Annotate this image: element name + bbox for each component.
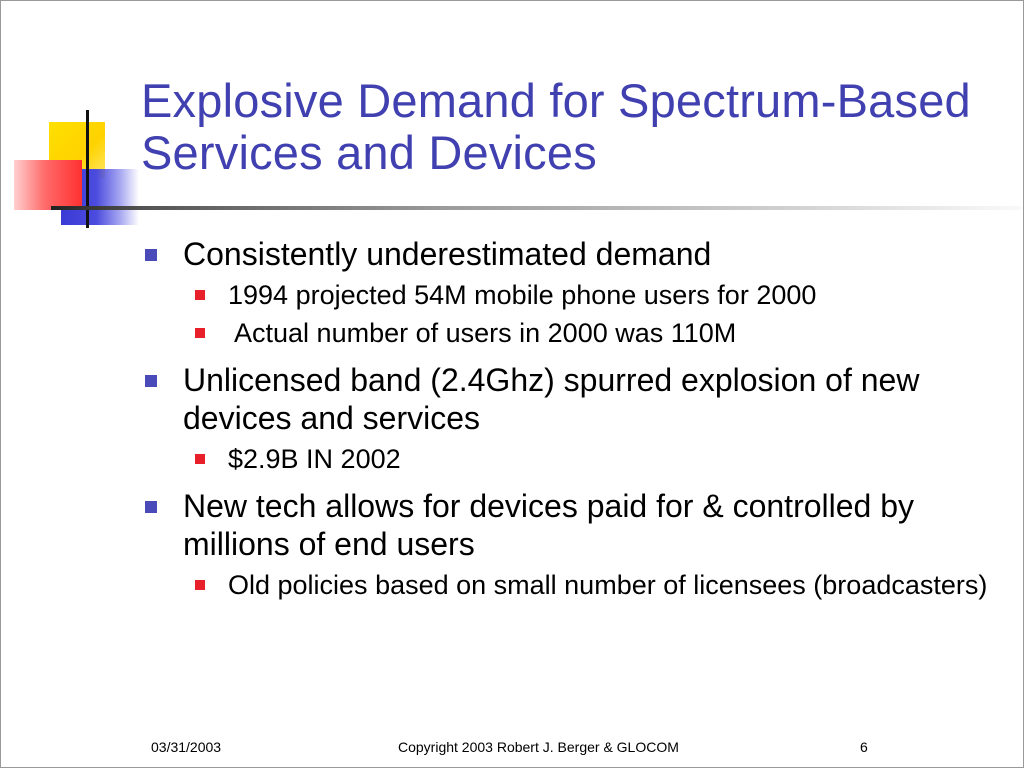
sub-bullet-square-icon <box>195 454 205 464</box>
bullet-square-icon <box>145 375 157 387</box>
bullet-item <box>143 361 1003 437</box>
footer-date: 03/31/2003 <box>151 739 222 755</box>
sub-bullet-text: $2.9B IN 2002 <box>228 444 401 474</box>
sub-bullet-square-icon <box>195 328 205 338</box>
sub-bullet-square-icon <box>195 580 205 590</box>
sub-bullet-text: Old policies based on small number of licensees (broadcasters) <box>228 570 988 600</box>
slide-title: Explosive Demand for Spectrum-Based Services and Devices <box>141 74 971 179</box>
sub-bullet-item <box>143 443 1003 475</box>
sub-bullet-square-icon <box>195 290 205 300</box>
bullet-text: Unlicensed band (2.4Ghz) spurred explosion of new devices and services <box>183 362 920 436</box>
sub-bullet-text: 1994 projected 54M mobile phone users for 2000 <box>228 280 817 310</box>
bullet-square-icon <box>145 501 157 513</box>
bullet-text: New tech allows for devices paid for & controlled by millions of end users <box>183 488 915 562</box>
sub-bullet-item <box>143 569 1003 601</box>
logo-vertical-line <box>86 110 89 228</box>
bullet-list <box>143 235 1003 601</box>
bullet-item <box>143 487 1003 563</box>
title-underline <box>51 206 1021 210</box>
sub-bullet-text: Actual number of users in 2000 was 110M <box>228 318 737 348</box>
slide-number: 6 <box>860 739 868 755</box>
logo-red-square <box>14 160 82 210</box>
bullet-item <box>143 235 1003 273</box>
sub-bullet-item <box>143 279 1003 311</box>
bullet-square-icon <box>145 249 157 261</box>
footer-copyright: Copyright 2003 Robert J. Berger & GLOCOM <box>398 739 679 755</box>
bullet-text: Consistently underestimated demand <box>183 236 712 272</box>
sub-bullet-item <box>143 317 1003 349</box>
